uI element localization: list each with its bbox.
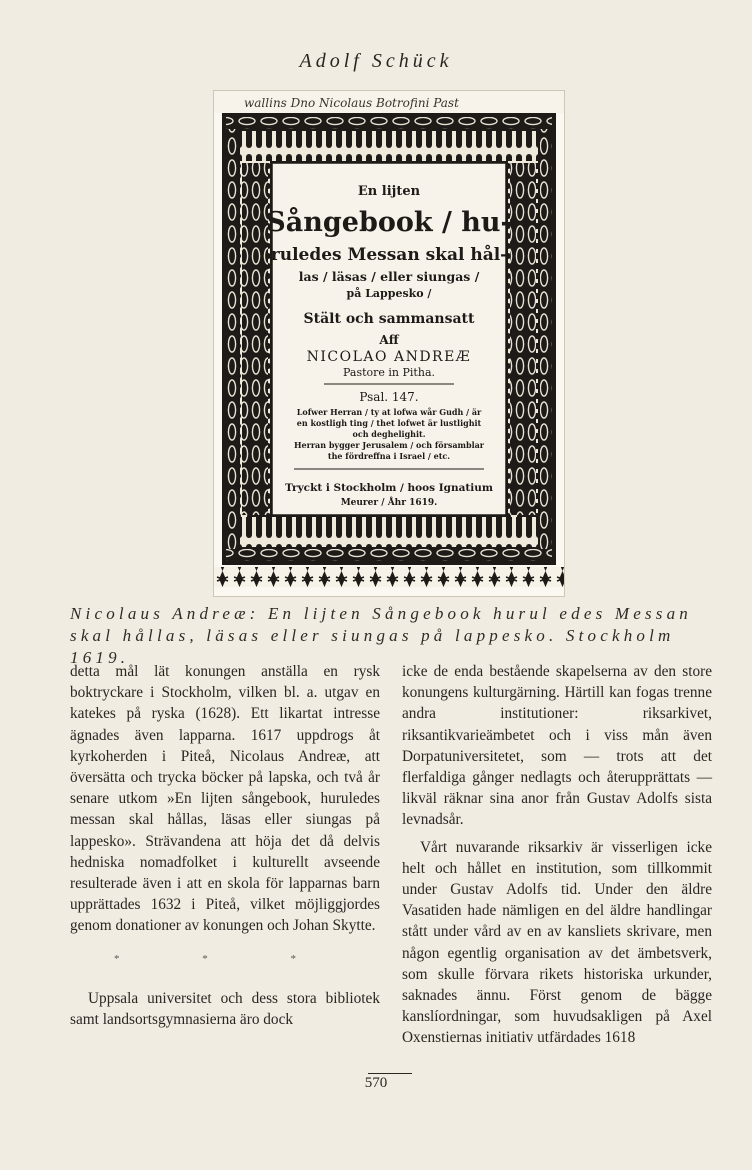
page-number: 570 [364, 1075, 388, 1091]
body-paragraph: icke de enda bestående skapelserna av den store konungens kulturgärning. Härtill kan fogas trenne andra institutioner: riksarkivet, riksantikvarieämbetet och i viss mån även Dorpatuniversitetet, som — trots att det flerfaldiga gånger nedlagts och återupprättats — likväl räknar sina anor från Gustav Adolfs sista levnadsår. [402, 663, 712, 829]
body-paragraph: Uppsala universitet och dess stora bibliotek samt landsortsgymnasierna äro dock [70, 989, 380, 1029]
plate-author: NICOLAO ANDREÆ [306, 349, 472, 365]
plate-title-line: Sångebook / hu- [266, 207, 512, 238]
plate-psalm-line: en kostligh ting / thet lofwet är lustlighit [296, 418, 482, 428]
plate-psalm-line: Lofwer Herran / ty at lofwa wår Gudh / är [296, 407, 482, 417]
title-page-illustration [214, 91, 564, 596]
plate-title-line: Aff [379, 333, 399, 347]
plate-title-line: En lijten [357, 184, 421, 199]
plate-imprint-line: Tryckt i Stockholm / hoos Ignatium [285, 482, 493, 494]
running-header: Adolf Schück [299, 50, 453, 72]
plate-pastor: Pastore in Pitha. [343, 366, 435, 379]
section-break-stars: * * * [114, 952, 336, 965]
body-paragraph: Vårt nuvarande riksarkiv är visserligen icke helt och hållet en institution, som tillkommit under Gustav Adolfs tid. Under den äldre Vasatiden hade nämligen en del äldre handlingar stått under vård av en av kansliets skrivare, men någon egentlig organisation av det ämbetsverk, som skulle förvara rikets historiska urkunder, saknades ännu. Först genom de bägge kanslíordningar, som huvudsakligen på Axel Oxenstiernas initiativ utfärdades 1618 [402, 838, 712, 1047]
plate-psalm-ref: Psal. 147. [359, 390, 419, 404]
plate-title-line: Stält och sammansatt [303, 311, 475, 327]
plate-psalm-line: the fördreffna i Israel / etc. [327, 451, 451, 461]
page-number-rule [368, 1073, 412, 1074]
plate-title-line: ruledes Messan skal hål- [270, 245, 508, 265]
plate-psalm-line: Herran bygger Jerusalem / och församblar [293, 440, 485, 450]
left-column [70, 661, 380, 1030]
right-column [402, 661, 712, 1049]
handwritten-inscription: wallins Dno Nicolaus Botrofini Past [244, 96, 459, 110]
plate-psalm-line: och deghelighit. [352, 429, 426, 439]
figure-caption: Nicolaus Andreæ: En lijten Sångebook hurul edes Messan skal hållas, läsas eller siungas på lappesko. Stockholm 1619. [70, 604, 692, 667]
plate-imprint-line: Meurer / Åhr 1619. [340, 498, 438, 508]
plate-title-line: på Lappesko / [346, 287, 432, 300]
body-paragraph: detta mål lät konungen anställa en rysk boktryckare i Stockholm, vilken bl. a. utgav en katekes på ryska (1628). Ett likartat intresse ägnades även lapparna. 1617 uppdrogs åt kyrkoherden i Piteå, Nicolaus Andreæ, att översätta och trycka böcker på lapska, och två år senare utkom »En lijten sångebook, huruledes messan skal hållas, läsas eller siungas på lappesko». Strävandena att höja det då delvis hedniska nomadfolket i kulturellt avseende resulterade även i att en skola för lapparnas barn upprättades 1632 i Piteå, vilket möjliggjordes genom donationer av konungen och Johan Skytte. [70, 663, 380, 935]
plate-title-line: las / läsas / eller siungas / [298, 269, 480, 284]
